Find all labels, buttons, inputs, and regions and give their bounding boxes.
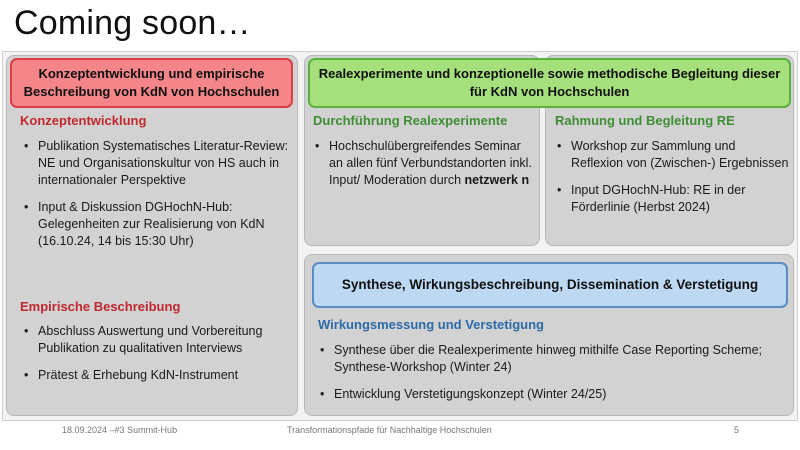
list-durchfuehrung	[313, 138, 535, 199]
page-number: 5	[734, 425, 740, 435]
section-title-wirkungsmessung: Wirkungsmessung und Verstetigung	[318, 317, 544, 332]
section-title-empirische-beschreibung: Empirische Beschreibung	[20, 299, 181, 314]
list-item	[313, 138, 535, 189]
list-item: • Entwicklung Verstetigungskonzept (Winter 24/25)	[318, 386, 780, 403]
list-item: • Prätest & Erhebung KdN-Instrument	[22, 367, 290, 384]
list-empirische-beschreibung	[22, 323, 290, 394]
section-title-durchfuehrung: Durchführung Realexperimente	[313, 113, 508, 128]
header-box-realexperimente: Realexperimente und konzeptionelle sowie methodische Begleitung dieser für KdN von Hochschulen	[308, 58, 791, 108]
list-wirkungsmessung	[318, 342, 780, 413]
item-bold-text: netzwerk n	[464, 173, 530, 187]
header-box-synthese: Synthese, Wirkungsbeschreibung, Dissemination & Verstetigung	[312, 262, 788, 308]
section-title-rahmung: Rahmung und Begleitung RE	[555, 113, 735, 128]
slide-title: Coming soon…	[14, 4, 251, 42]
list-rahmung	[555, 138, 789, 226]
item-text: Hochschulübergreifendes Seminar an allen fünf Verbundstandorten inkl. Input/ Moderation durch	[329, 139, 532, 187]
section-title-konzeptentwicklung: Konzeptentwicklung	[20, 113, 147, 128]
list-item: • Abschluss Auswertung und Vorbereitung Publikation zu qualitativen Interviews	[22, 323, 290, 357]
footer-date: 18.09.2024 –#3 Summit-Hub	[62, 425, 178, 435]
header-box-konzeptentwicklung: Konzeptentwicklung und empirische Beschreibung von KdN von Hochschulen	[10, 58, 293, 108]
list-item: • Input & Diskussion DGHochN-Hub: Gelegenheiten zur Realisierung von KdN (16.10.24, 14 bis 15:30 Uhr)	[22, 199, 290, 250]
list-item: • Publikation Systematisches Literatur-Review: NE und Organisationskultur von HS auch in internationaler Perspektive	[22, 138, 290, 189]
list-item: • Synthese über die Realexperimente hinweg mithilfe Case Reporting Scheme; Synthese-Workshop (Winter 24)	[318, 342, 780, 376]
footer-title: Transformationspfade für Nachhaltige Hochschulen	[287, 425, 492, 435]
list-item: • Workshop zur Sammlung und Reflexion von (Zwischen-) Ergebnissen	[555, 138, 789, 172]
list-konzeptentwicklung	[22, 138, 290, 260]
list-item: • Input DGHochN-Hub: RE in der Förderlinie (Herbst 2024)	[555, 182, 789, 216]
